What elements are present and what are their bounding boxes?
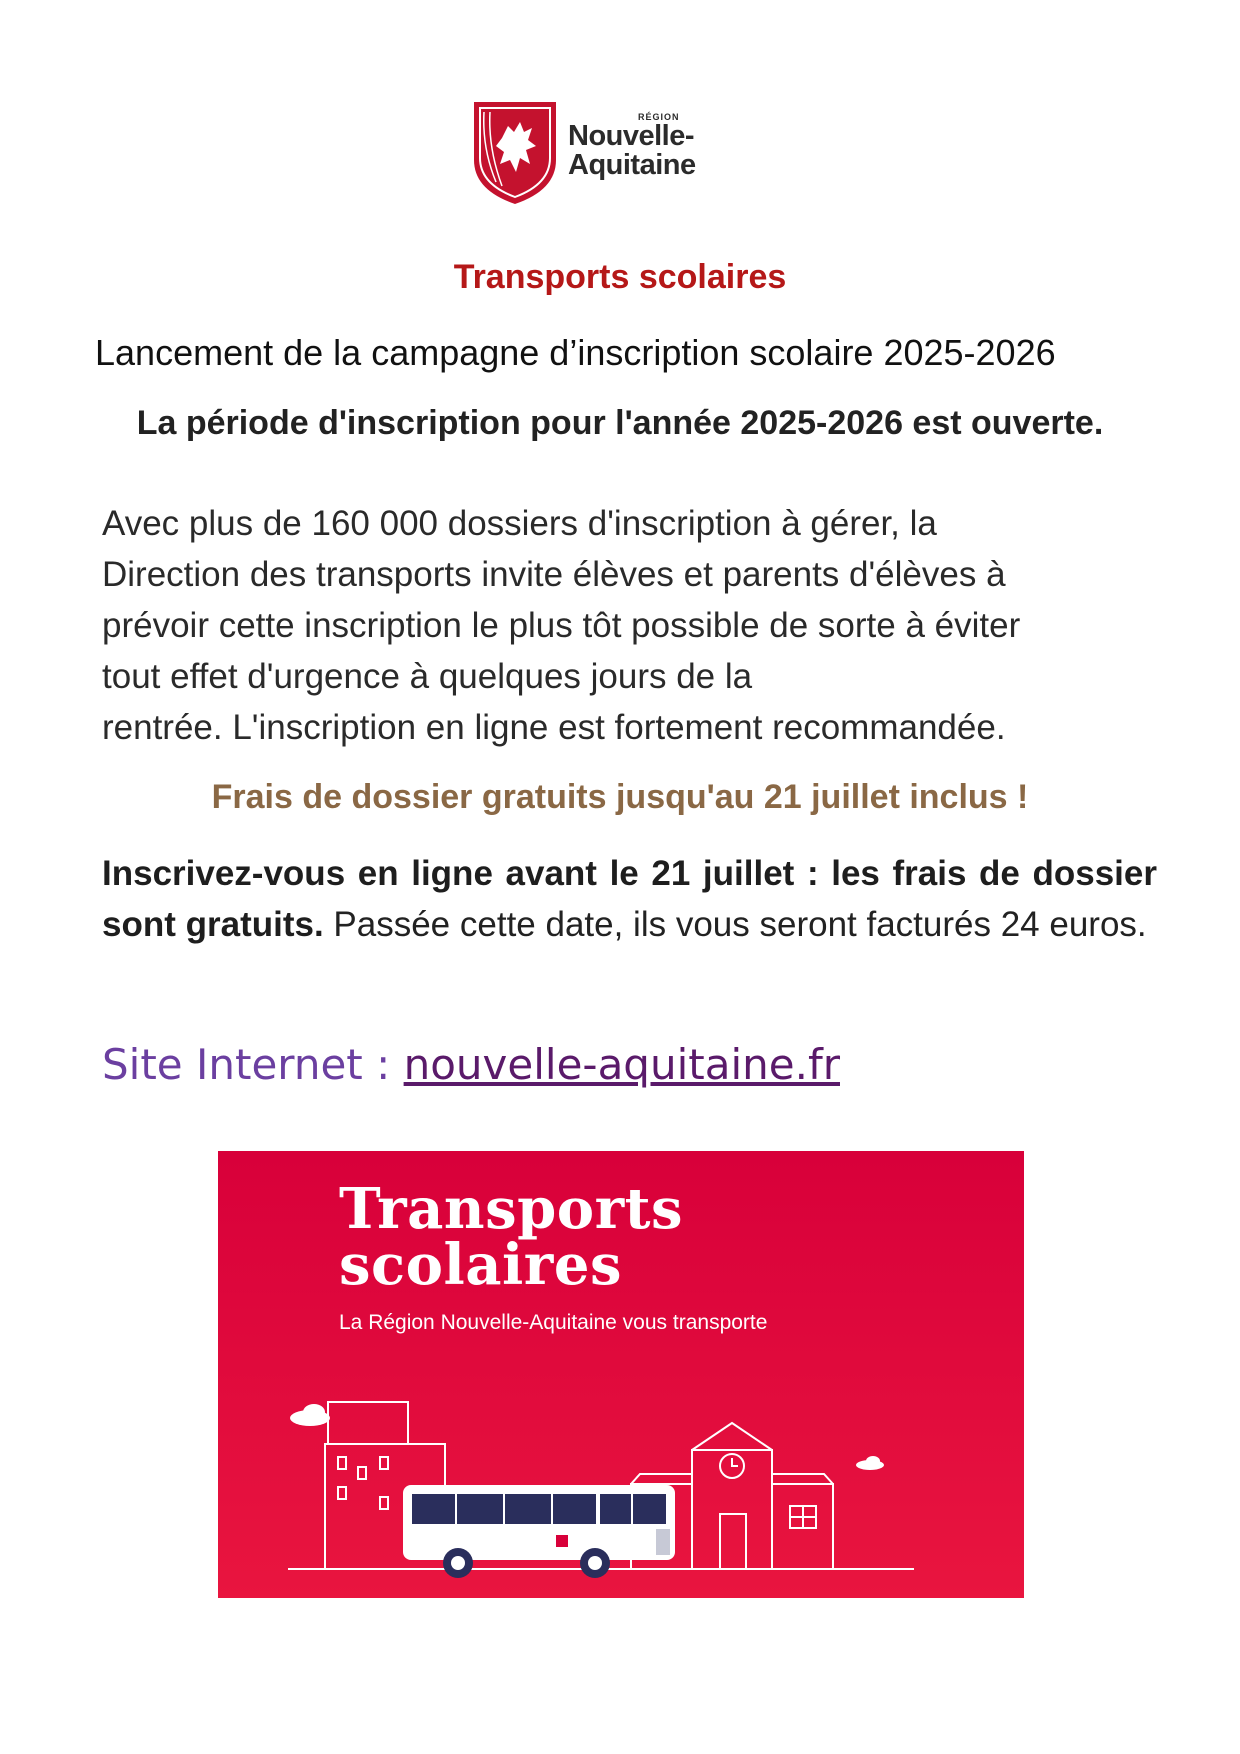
banner-title-line1: Transports bbox=[339, 1176, 684, 1242]
page-title: Transports scolaires bbox=[453, 258, 787, 296]
fees-paragraph bbox=[102, 848, 1157, 950]
banner-subtitle: La Région Nouvelle-Aquitaine vous transporte bbox=[339, 1311, 768, 1334]
website-link[interactable]: nouvelle-aquitaine.fr bbox=[403, 1040, 840, 1089]
info-line: rentrée. L'inscription en ligne est fortement recommandée. bbox=[102, 708, 1006, 747]
opening-announcement: La période d'inscription pour l'année 2025-2026 est ouverte. bbox=[136, 404, 1104, 442]
campaign-subtitle: Lancement de la campagne d’inscription scolaire 2025-2026 bbox=[95, 332, 1056, 373]
free-fees-highlight: Frais de dossier gratuits jusqu'au 21 juillet inclus ! bbox=[211, 778, 1029, 816]
info-line: Avec plus de 160 000 dossiers d'inscription à gérer, la bbox=[102, 504, 937, 543]
school-bus-city-illustration bbox=[218, 1151, 1024, 1598]
fees-bold-text: Inscrivez-vous en ligne avant le 21 juillet : les frais de dossier sont gratuits. bbox=[102, 854, 1157, 944]
info-line: Direction des transports invite élèves et parents d'élèves à bbox=[102, 555, 1006, 594]
website-line bbox=[102, 1040, 840, 1089]
info-paragraph bbox=[102, 498, 1112, 753]
promo-banner bbox=[218, 1151, 1024, 1598]
logo-name-line2: Aquitaine bbox=[568, 149, 696, 181]
logo-name-line1: Nouvelle- bbox=[568, 120, 695, 152]
logo-wordmark bbox=[568, 112, 696, 180]
info-line: prévoir cette inscription le plus tôt possible de sorte à éviter bbox=[102, 606, 1021, 645]
banner-title-line2: scolaires bbox=[339, 1232, 622, 1298]
website-label: Site Internet : bbox=[102, 1040, 404, 1089]
fees-normal-text: Passée cette date, ils vous seront facturés 24 euros. bbox=[323, 905, 1147, 944]
info-line: tout effet d'urgence à quelques jours de la bbox=[102, 657, 753, 696]
logo-region-label: RÉGION bbox=[638, 112, 680, 122]
